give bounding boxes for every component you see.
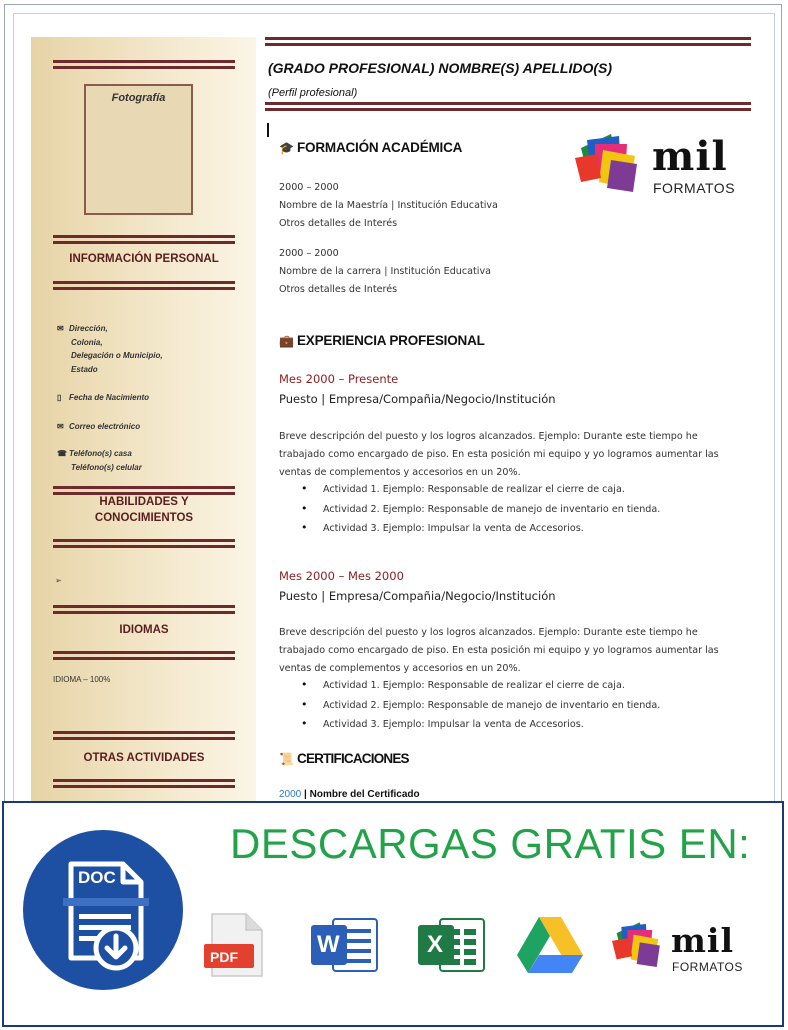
- experience-heading-label: EXPERIENCIA PROFESIONAL: [297, 333, 485, 348]
- phone-home-label: Teléfono(s) casa: [69, 449, 132, 458]
- envelope-icon: ✉: [57, 422, 64, 431]
- sidebar-rule: [53, 731, 235, 740]
- birth-date-label: Fecha de Nacimiento: [69, 393, 150, 402]
- skills-heading-line-2: CONOCIMIENTOS: [94, 512, 194, 524]
- address-line-4: Estado: [71, 364, 98, 374]
- excel-file-icon[interactable]: [418, 915, 486, 975]
- phone-block: [57, 447, 142, 474]
- education-details: Otros detalles de Interés: [279, 218, 398, 229]
- doc-download-icon[interactable]: [23, 830, 183, 990]
- activity-item: • Actividad 1. Ejemplo: Responsable de realizar el cierre de caja.: [301, 676, 660, 696]
- sidebar-rule: [53, 779, 235, 788]
- graduation-cap-icon: 🎓: [279, 140, 294, 155]
- experience-heading: [279, 333, 485, 348]
- education-title: Nombre de la Maestría | Institución Educativa: [279, 200, 498, 211]
- word-letter: W: [317, 931, 340, 958]
- birth-date-row: [57, 391, 149, 405]
- education-title: Nombre de la carrera | Institución Educativa: [279, 266, 492, 277]
- activity-item: • Actividad 2. Ejemplo: Responsable de manejo de inventario en tienda.: [301, 500, 660, 520]
- education-details: Otros detalles de Interés: [279, 284, 398, 295]
- education-years: 2000 – 2000: [279, 182, 339, 193]
- profile-subtitle: (Perfil profesional): [268, 87, 358, 99]
- google-drive-icon[interactable]: [517, 915, 583, 975]
- skills-heading: [53, 494, 235, 526]
- certifications-heading-label: CERTIFICACIONES: [297, 751, 409, 766]
- certification-entry: [279, 789, 420, 800]
- job-activities: [301, 676, 660, 735]
- languages-heading: IDIOMAS: [119, 624, 169, 636]
- job-activities: [301, 480, 660, 539]
- skills-heading-line-1: HABILIDADES Y: [99, 496, 189, 508]
- name-title: (GRADO PROFESIONAL) NOMBRE(S) APELLIDO(S): [268, 60, 613, 76]
- phone-icon: ☎: [57, 449, 67, 458]
- photo-label: Fotografía: [111, 92, 166, 104]
- job-dates: Mes 2000 – Mes 2000: [279, 569, 404, 583]
- activity-item: • Actividad 1. Ejemplo: Responsable de realizar el cierre de caja.: [301, 480, 660, 500]
- other-activities-heading: OTRAS ACTIVIDADES: [83, 752, 205, 764]
- sidebar-rule: [53, 60, 235, 69]
- word-file-icon[interactable]: [311, 915, 379, 975]
- photo-placeholder: [84, 84, 193, 215]
- sidebar-rule: [53, 605, 235, 614]
- mil-wordmark-bottom: mil: [671, 921, 734, 960]
- banner-title: DESCARGAS GRATIS EN:: [230, 820, 751, 867]
- job-description: Breve descripción del puesto y los logros alcanzados. Ejemplo: Durante este tiempo he trabajado como encargado de piso. En esta posición mi equipo y yo logramos aumentar las ventas de complementos y accesorios en un 20%.: [279, 431, 719, 478]
- text-cursor: [267, 123, 269, 137]
- certificate-icon: 📜: [279, 751, 294, 766]
- sidebar-rule: [53, 651, 235, 660]
- job-description: Breve descripción del puesto y los logros alcanzados. Ejemplo: Durante este tiempo he trabajado como encargado de piso. En esta posición mi equipo y yo logramos aumentar las ventas de complementos y accesorios en un 20%.: [279, 627, 719, 674]
- mil-formatos-logo-mark: [575, 130, 645, 202]
- formatos-wordmark: FORMATOS: [653, 180, 736, 196]
- personal-info-heading: INFORMACIÓN PERSONAL: [69, 253, 219, 265]
- sidebar: [31, 37, 256, 807]
- calendar-icon: ▯: [57, 393, 62, 402]
- address-block: [57, 322, 163, 376]
- doc-label: DOC: [78, 868, 116, 887]
- education-entry: [279, 179, 498, 233]
- certification-year: 2000: [279, 789, 302, 800]
- skills-bullet: ➢: [55, 576, 62, 585]
- education-entry: [279, 245, 491, 299]
- address-line-1: Dirección,: [69, 324, 108, 333]
- mil-wordmark: mil: [652, 133, 728, 180]
- email-label: Correo electrónico: [69, 422, 141, 431]
- sidebar-rule: [53, 281, 235, 290]
- certifications-heading: [279, 751, 409, 766]
- sidebar-rule: [53, 539, 235, 548]
- education-years: 2000 – 2000: [279, 248, 339, 259]
- pdf-file-icon[interactable]: [204, 912, 264, 978]
- education-heading: [279, 140, 462, 155]
- activity-item: • Actividad 3. Ejemplo: Impulsar la venta de Accesorios.: [301, 519, 660, 539]
- address-line-2: Colonia,: [71, 337, 103, 347]
- certification-name: Nombre del Certificado: [309, 789, 420, 800]
- job-position: Puesto | Empresa/Compañia/Negocio/Institución: [279, 392, 556, 406]
- education-heading-label: FORMACIÓN ACADÉMICA: [297, 140, 463, 155]
- address-line-3: Delegación o Municipio,: [71, 351, 163, 360]
- excel-letter: X: [427, 931, 444, 958]
- mil-formatos-logo-mark-bottom[interactable]: [612, 919, 666, 975]
- language-item: IDIOMA – 100%: [53, 675, 111, 684]
- mailbox-icon: ✉: [57, 324, 64, 333]
- activity-item: • Actividad 2. Ejemplo: Responsable de manejo de inventario en tienda.: [301, 696, 660, 716]
- header-rule-top: [265, 37, 751, 46]
- header-rule-bottom: [265, 102, 751, 111]
- sidebar-rule: [53, 235, 235, 244]
- briefcase-icon: 💼: [279, 333, 294, 348]
- formatos-wordmark-bottom: FORMATOS: [672, 960, 743, 974]
- certification-separator: |: [304, 789, 307, 800]
- activity-item: • Actividad 3. Ejemplo: Impulsar la venta de Accesorios.: [301, 715, 660, 735]
- phone-cell-label: Teléfono(s) celular: [71, 462, 142, 472]
- pdf-label: PDF: [210, 949, 238, 965]
- job-position: Puesto | Empresa/Compañia/Negocio/Institución: [279, 589, 556, 603]
- job-dates: Mes 2000 – Presente: [279, 372, 399, 386]
- email-row: [57, 420, 140, 434]
